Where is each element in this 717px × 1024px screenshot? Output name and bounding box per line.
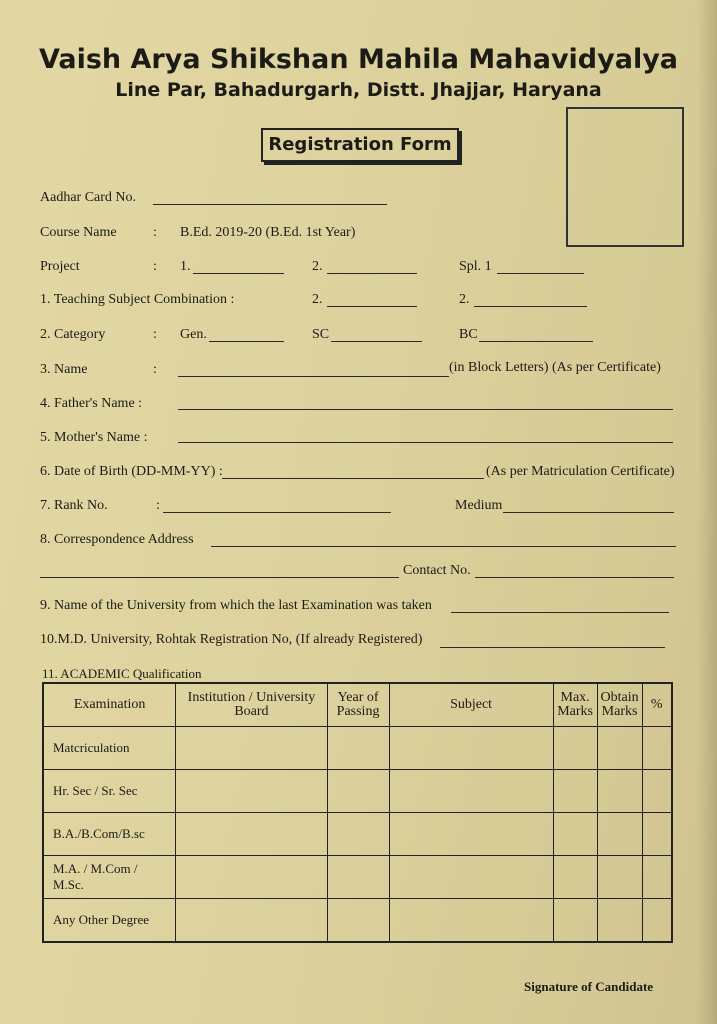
table-cell[interactable] <box>327 813 389 856</box>
name-field[interactable] <box>178 376 449 377</box>
table-cell[interactable] <box>597 727 642 770</box>
aadhar-label: Aadhar Card No. <box>40 190 137 205</box>
table-cell[interactable] <box>553 856 597 899</box>
row-label: B.A./B.Com/B.sc <box>43 813 176 856</box>
header-obtain-marks: Obtain Marks <box>597 683 642 727</box>
category-colon: : <box>153 327 157 342</box>
category-gen-label: Gen. <box>180 327 207 342</box>
college-name: Vaish Arya Shikshan Mahila Mahavidyalya <box>38 44 679 75</box>
category-sc-label: SC <box>312 327 330 342</box>
table-cell[interactable] <box>597 770 642 813</box>
table-cell[interactable] <box>389 813 553 856</box>
header-percent: % <box>642 683 672 727</box>
category-gen-field[interactable] <box>209 341 284 342</box>
table-cell[interactable] <box>327 899 389 943</box>
project-colon: : <box>153 259 157 274</box>
table-row <box>43 856 672 899</box>
table-cell[interactable] <box>553 770 597 813</box>
teaching-2b-field[interactable] <box>474 306 587 307</box>
academic-table-wrap <box>42 682 673 938</box>
dob-field[interactable] <box>222 478 484 479</box>
project-spl-field[interactable] <box>497 273 584 274</box>
form-title: Registration Form <box>261 128 459 162</box>
university-field[interactable] <box>451 612 669 613</box>
category-label: 2. Category <box>40 327 106 342</box>
header-examination: Examination <box>43 683 176 727</box>
table-row <box>43 899 672 943</box>
contact-field[interactable] <box>475 577 674 578</box>
teaching-2a-label: 2. <box>312 292 323 307</box>
photo-box <box>566 107 684 247</box>
teaching-label: 1. Teaching Subject Combination : <box>40 292 235 307</box>
row-label: Any Other Degree <box>43 899 176 943</box>
mdu-field[interactable] <box>440 647 665 648</box>
header-max-marks: Max. Marks <box>553 683 597 727</box>
rank-colon: : <box>156 498 160 513</box>
teaching-2b-label: 2. <box>459 292 470 307</box>
table-cell[interactable] <box>389 727 553 770</box>
project-1-label: 1. <box>180 259 191 274</box>
name-colon: : <box>153 362 157 377</box>
table-cell[interactable] <box>176 813 327 856</box>
table-cell[interactable] <box>327 727 389 770</box>
name-label: 3. Name <box>40 362 88 377</box>
category-bc-field[interactable] <box>479 341 593 342</box>
project-2-field[interactable] <box>327 273 417 274</box>
academic-table <box>42 682 673 943</box>
table-cell[interactable] <box>642 813 672 856</box>
table-cell[interactable] <box>176 770 327 813</box>
table-cell[interactable] <box>327 770 389 813</box>
address-label: 8. Correspondence Address <box>40 532 194 547</box>
table-header-row <box>43 683 672 727</box>
project-2-label: 2. <box>312 259 323 274</box>
name-note: (in Block Letters) (As per Certificate) <box>449 360 661 375</box>
category-sc-field[interactable] <box>331 341 422 342</box>
table-cell[interactable] <box>597 856 642 899</box>
course-label: Course Name <box>40 225 117 240</box>
contact-label: Contact No. <box>403 563 471 578</box>
table-cell[interactable] <box>176 727 327 770</box>
project-label: Project <box>40 259 80 274</box>
table-cell[interactable] <box>176 856 327 899</box>
university-label: 9. Name of the University from which the last Examination was taken <box>40 598 432 613</box>
header-institution: Institution / University Board <box>176 683 327 727</box>
table-cell[interactable] <box>553 899 597 943</box>
father-label: 4. Father's Name : <box>40 396 143 411</box>
row-label: Hr. Sec / Sr. Sec <box>43 770 176 813</box>
signature-label: Signature of Candidate <box>524 979 654 994</box>
table-cell[interactable] <box>597 899 642 943</box>
table-row <box>43 770 672 813</box>
address-field-2[interactable] <box>40 577 399 578</box>
academic-label: 11. ACADEMIC Qualification <box>42 666 202 681</box>
medium-field[interactable] <box>503 512 674 513</box>
table-cell[interactable] <box>642 770 672 813</box>
college-address: Line Par, Bahadurgarh, Distt. Jhajjar, Haryana <box>115 79 602 101</box>
mother-label: 5. Mother's Name : <box>40 430 148 445</box>
row-label: M.A. / M.Com / M.Sc. <box>43 856 176 899</box>
aadhar-field[interactable] <box>153 204 387 205</box>
table-row <box>43 813 672 856</box>
table-cell[interactable] <box>327 856 389 899</box>
table-cell[interactable] <box>176 899 327 943</box>
medium-label: Medium <box>455 498 503 513</box>
table-cell[interactable] <box>389 770 553 813</box>
table-cell[interactable] <box>389 899 553 943</box>
dob-note: (As per Matriculation Certificate) <box>486 464 675 479</box>
category-bc-label: BC <box>459 327 478 342</box>
mother-field[interactable] <box>178 442 673 443</box>
header-subject: Subject <box>389 683 553 727</box>
table-cell[interactable] <box>642 727 672 770</box>
header-year: Year of Passing <box>327 683 389 727</box>
teaching-2a-field[interactable] <box>327 306 417 307</box>
table-row <box>43 727 672 770</box>
course-value: B.Ed. 2019-20 (B.Ed. 1st Year) <box>180 225 356 240</box>
table-cell[interactable] <box>642 856 672 899</box>
table-cell[interactable] <box>553 727 597 770</box>
project-1-field[interactable] <box>193 273 284 274</box>
rank-label: 7. Rank No. <box>40 498 108 513</box>
row-label: Matcriculation <box>43 727 176 770</box>
course-colon: : <box>153 225 157 240</box>
project-spl-label: Spl. 1 <box>459 259 492 274</box>
address-field-1[interactable] <box>211 546 676 547</box>
rank-field[interactable] <box>163 512 391 513</box>
table-cell[interactable] <box>642 899 672 943</box>
father-field[interactable] <box>178 409 673 410</box>
dob-label: 6. Date of Birth (DD-MM-YY) : <box>40 464 223 479</box>
table-cell[interactable] <box>553 813 597 856</box>
table-cell[interactable] <box>389 856 553 899</box>
table-cell[interactable] <box>597 813 642 856</box>
mdu-label: 10.M.D. University, Rohtak Registration No, (If already Registered) <box>40 632 423 647</box>
paper-shadow <box>697 0 717 1024</box>
